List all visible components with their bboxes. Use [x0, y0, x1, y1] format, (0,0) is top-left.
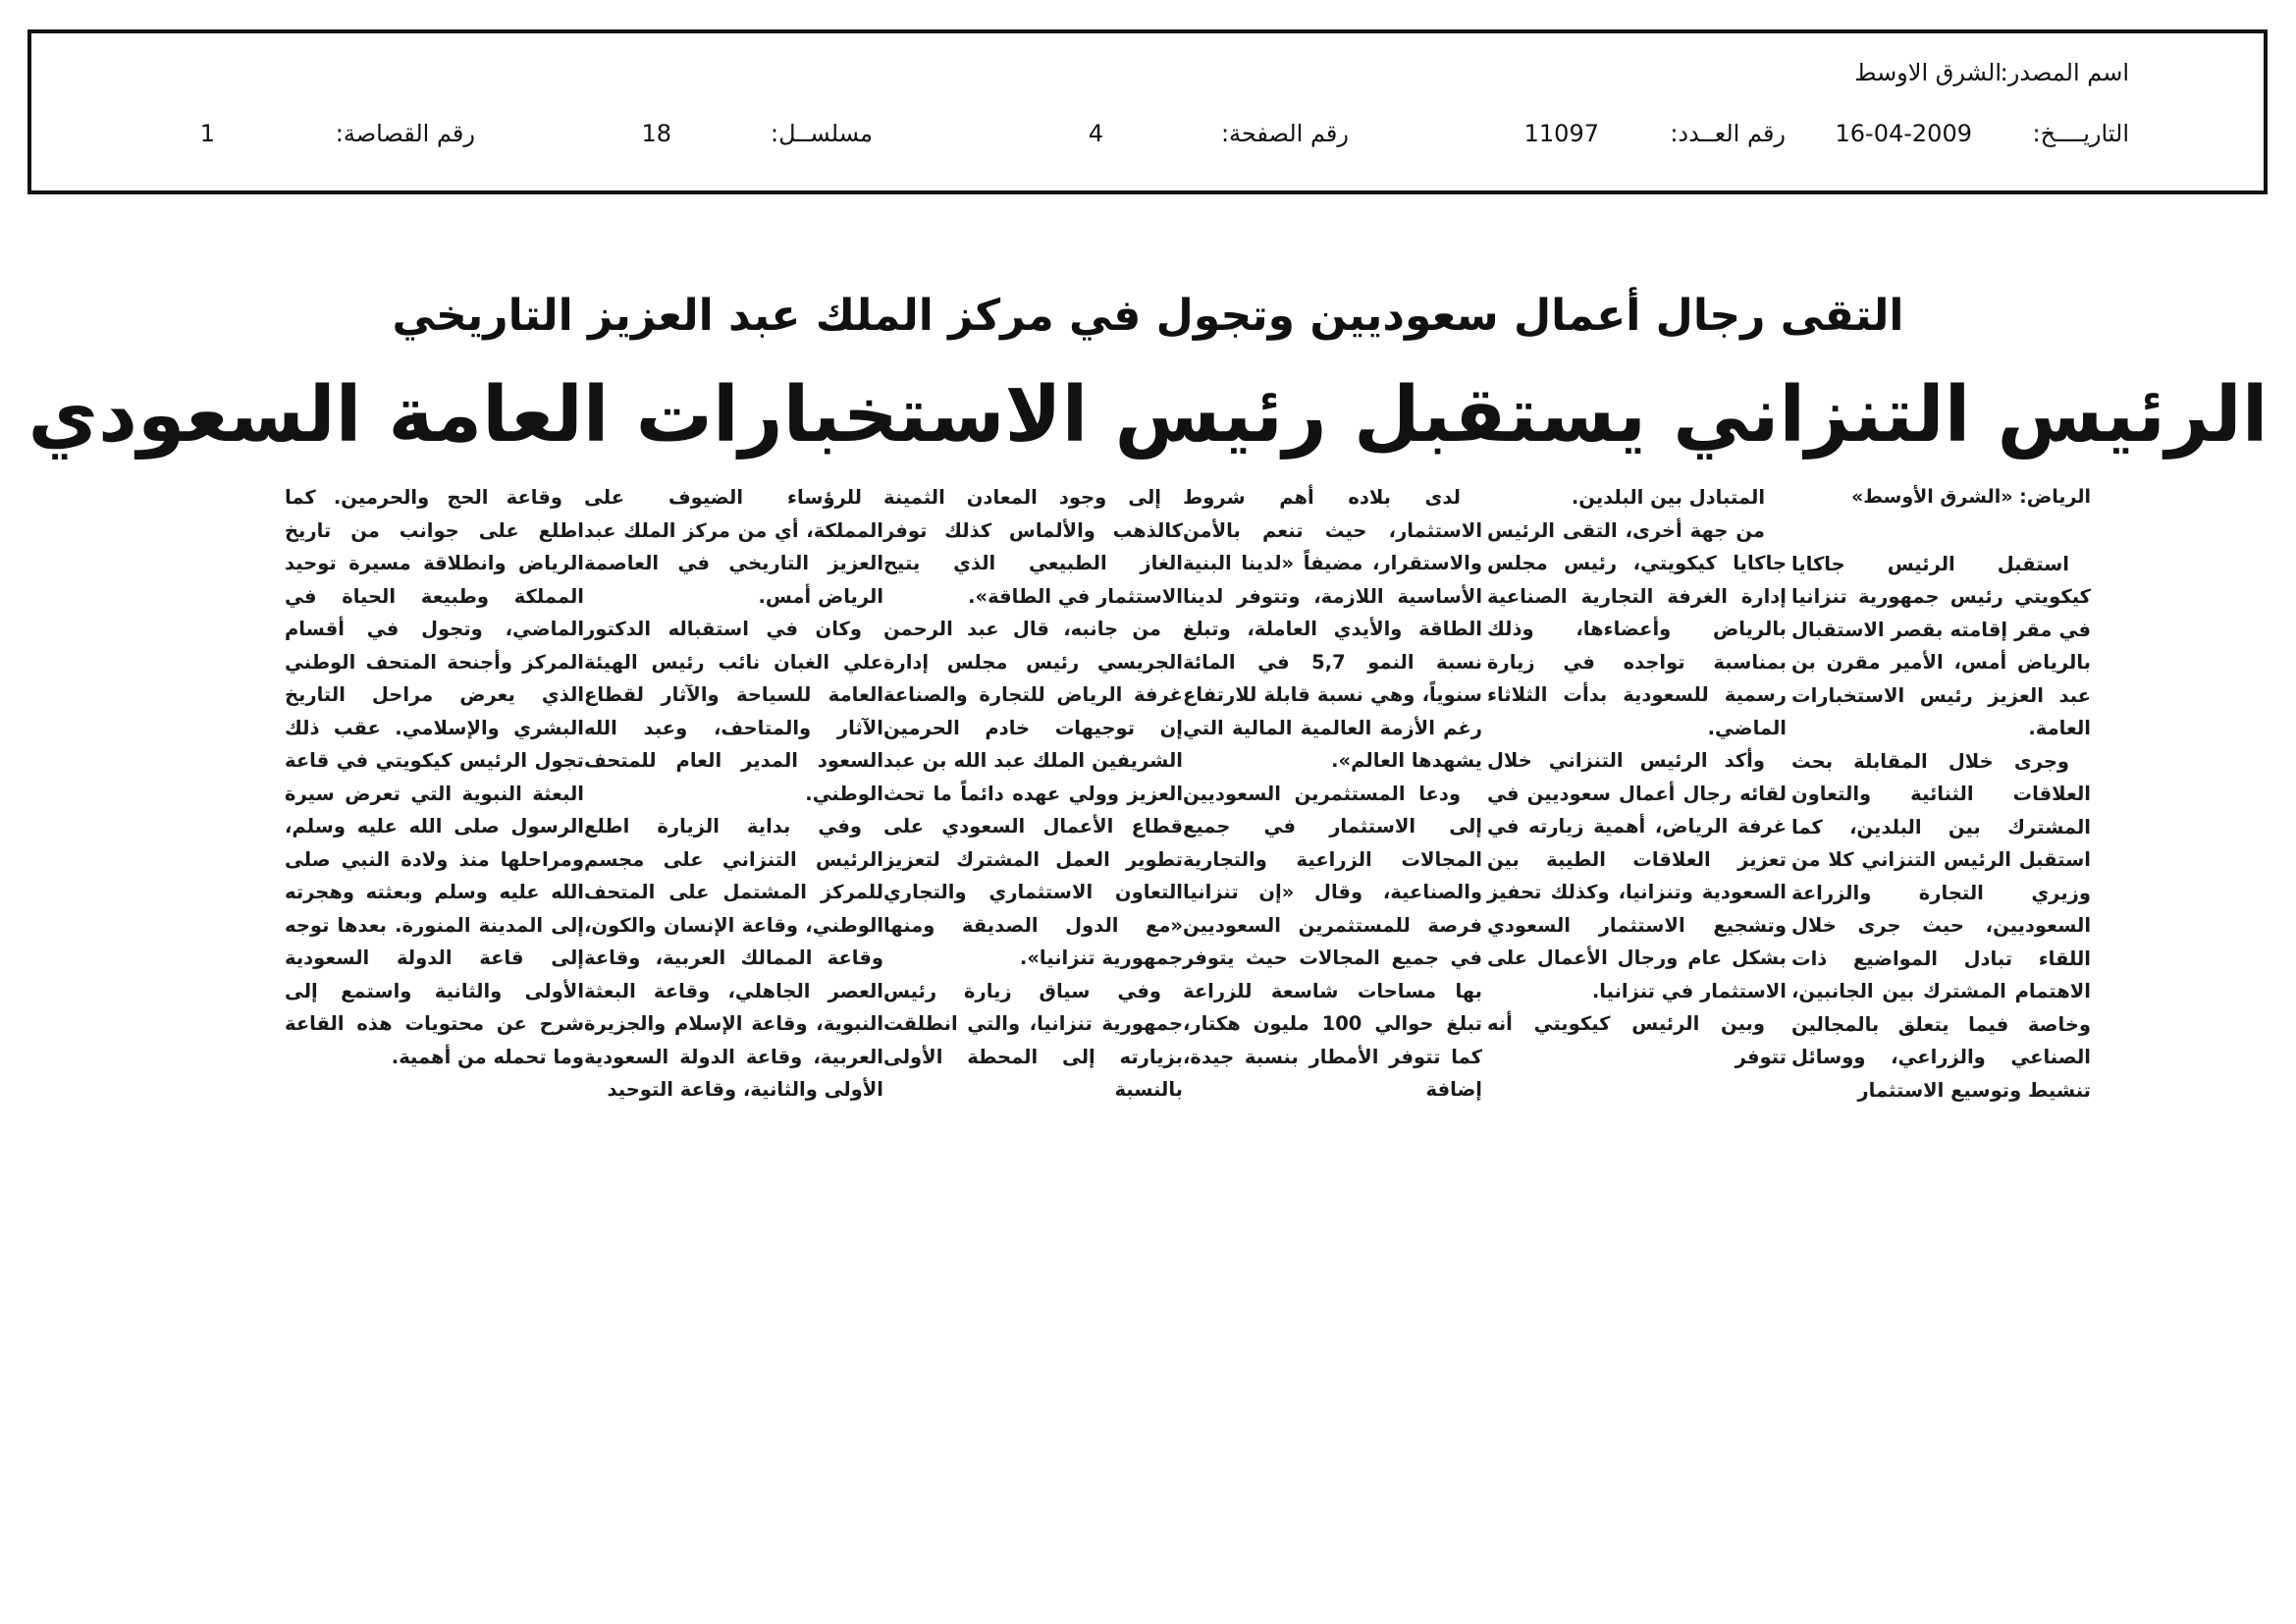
paragraph: وفي سياق زيارة رئيس جمهورية تنزانيا، والتي انطلقت بزيارته إلى المحطة الأولى بالنسبة — [883, 979, 1183, 1101]
article-dateline: الرياض: «الشرق الأوسط» — [1851, 486, 2091, 508]
article-column-3 — [1183, 481, 1482, 1107]
article-column-5 — [584, 481, 883, 1107]
article-column-6 — [285, 481, 584, 1073]
paragraph: المتبادل بين البلدين. — [1571, 486, 1765, 509]
article-headline: الرئيس التنزاني يستقبل رئيس الاستخبارات العامة السعودي — [27, 371, 2269, 460]
paragraph: لدى بلاده أهم شروط الاستثمار، حيث تنعم بالأمن والاستقرار، مضيفاً «لدينا البنية الأساسية اللازمة، وتتوفر لدينا الطاقة والأيدي العاملة، وتبلغ نسبة النمو 5,7 في المائة سنوياً، وهي نسبة قابلة للارتفاع رغم الأزمة العالمية المالية التي يشهدها العالم». — [1183, 486, 1482, 772]
paragraph: وبين الرئيس كيكويتي أنه تتوفر — [1487, 1012, 1787, 1068]
paragraph: وقاعة الحج والحرمين. كما اطلع على جوانب من تاريخ الرياض وانطلاقة مسيرة توحيد المملكة وطبيعة الحياة في الماضي، وتجول في أقسام المركز وأجنحة المتحف الوطني الذي يعرض مراحل التاريخ البشري والإسلامي. عقب ذلك تجول الرئيس كيكويتي في قاعة البعثة النبوية التي تعرض سيرة الرسول صلى الله عليه وسلم، ومراحلها منذ ولادة النبي صلى الله عليه وسلم وبعثته وهجرته إلى المدينة المنورة. بعدها توجه إلى قاعة الدولة السعودية الأولى والثانية واستمع إلى شرح عن محتويات هذه القاعة وما تحمله من أهمية. — [285, 486, 584, 1068]
issue-label: رقم العــدد: — [1670, 120, 1786, 147]
paragraph: وكان في استقباله الدكتور علي الغبان نائب رئيس الهيئة العامة للسياحة والآثار لقطاع الآثار والمتاحف، وعبد الله السعود المدير العام للمتحف الوطني. — [584, 618, 883, 805]
paragraph: من جهة أخرى، التقى الرئيس جاكايا كيكويتي، رئيس مجلس إدارة الغرفة التجارية الصناعية بالرياض وأعضاءها، وذلك بمناسبة تواجده في زيارة رسمية للسعودية بدأت الثلاثاء الماضي. — [1487, 518, 1787, 739]
paragraph: للرؤساء الضيوف على المملكة، أي من مركز الملك عبد العزيز التاريخي في العاصمة الرياض أمس. — [584, 486, 883, 608]
paragraph: إلى وجود المعادن الثمينة كالذهب والألماس كذلك توفر الغاز الطبيعي الذي يتيح الاستثمار في الطاقة». — [883, 486, 1183, 608]
date-value: 16-04-2009 — [1835, 120, 1972, 147]
page-value: 4 — [1088, 120, 1103, 147]
clip-label: رقم القصاصة: — [335, 120, 475, 147]
clipping-info-box — [27, 29, 2268, 194]
article-column-1 — [1791, 481, 2091, 1107]
page-label: رقم الصفحة: — [1220, 120, 1349, 147]
serial-value: 18 — [641, 120, 671, 147]
paragraph: وفي بداية الزيارة اطلع الرئيس التنزاني على مجسم للمركز المشتمل على المتحف الوطني، وقاعة الإنسان والكون، وقاعة الممالك العربية، وقاعة العصر الجاهلي، وقاعة البعثة النبوية، وقاعة الإسلام والجزيرة العربية، وقاعة الدولة السعودية الأولى والثانية، وقاعة التوحيد — [584, 815, 883, 1101]
serial-label: مسلســل: — [771, 120, 873, 147]
source-label: اسم المصدر: — [2000, 59, 2129, 86]
article-column-4 — [883, 481, 1183, 1107]
article-column-2 — [1487, 481, 1787, 1073]
paragraph: ودعا المستثمرين السعوديين إلى الاستثمار في جميع المجالات الزراعية والتجارية والصناعية، وقال «إن تنزانيا فرصة للمستثمرين السعوديين في جميع المجالات حيث يتوفر بها مساحات شاسعة للزراعة تبلغ حوالي 100 مليون هكتار، كما تتوفر الأمطار بنسبة جيدة، إضافة — [1183, 782, 1482, 1101]
source-value: الشرق الاوسط — [1854, 59, 2002, 86]
paragraph: وأكد الرئيس التنزاني خلال لقائه رجال أعمال سعوديين في غرفة الرياض، أهمية زيارته في تعزيز العلاقات الطيبة بين السعودية وتنزانيا، وكذلك تحفيز وتشجيع الاستثمار السعودي بشكل عام ورجال الأعمال على الاستثمار في تنزانيا. — [1487, 749, 1787, 1002]
article-kicker: التقى رجال أعمال سعوديين وتجول في مركز الملك عبد العزيز التاريخي — [392, 291, 1904, 341]
paragraph: وجرى خلال المقابلة بحث العلاقات الثنائية والتعاون المشترك بين البلدين، كما استقبل الرئيس التنزاني كلا من وزيري التجارة والزراعة السعوديين، حيث جرى خلال اللقاء تبادل المواضيع ذات الاهتمام المشترك بين الجانبين، وخاصة فيما يتعلق بالمجالين الصناعي والزراعي، ووسائل تنشيط وتوسيع الاستثمار — [1791, 749, 2091, 1102]
clip-value: 1 — [199, 120, 215, 147]
paragraph: من جانبه، قال عبد الرحمن الجريسي رئيس مجلس إدارة غرفة الرياض للتجارة والصناعة إن توجيهات خادم الحرمين الشريفين الملك عبد الله بن عبد العزيز وولي عهده دائماً ما تحث قطاع الأعمال السعودي على تطوير العمل المشترك لتعزيز التعاون الاستثماري والتجاري «مع الدول الصديقة ومنها جمهورية تنزانيا». — [883, 618, 1183, 969]
issue-value: 11097 — [1523, 120, 1599, 147]
date-label: التاريــــخ: — [2032, 120, 2129, 147]
paragraph: استقبل الرئيس جاكايا كيكويتي رئيس جمهورية تنزانيا في مقر إقامته بقصر الاستقبال بالرياض أمس، الأمير مقرن بن عبد العزيز رئيس الاستخبارات العامة. — [1791, 552, 2091, 739]
